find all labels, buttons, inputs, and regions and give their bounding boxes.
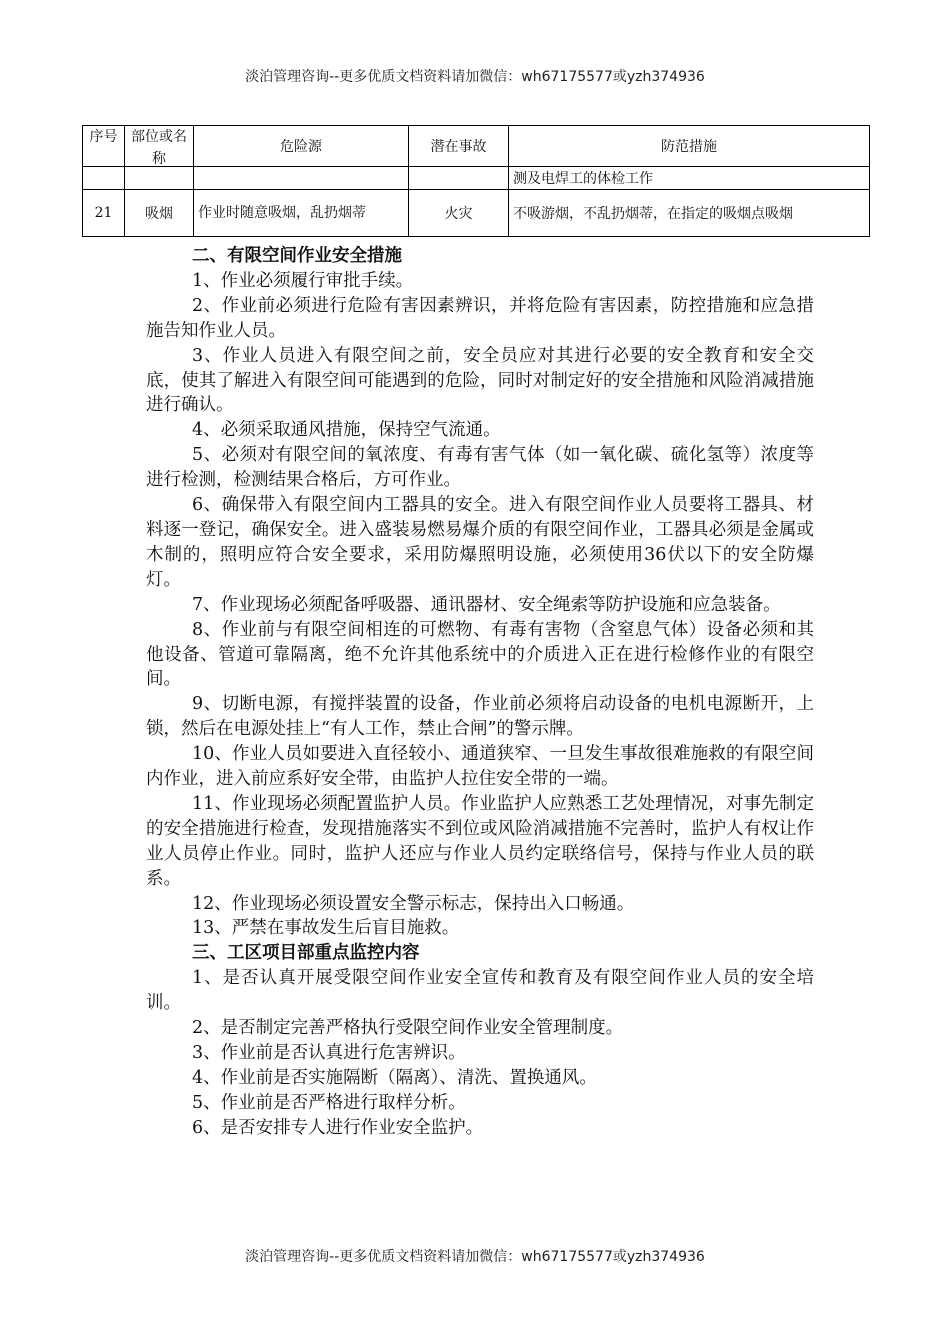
page-header-note: 淡泊管理咨询--更多优质文档资料请加微信：wh67175577或yzh374936: [245, 69, 705, 85]
section-2-item-6: 6、确保带入有限空间内工器具的安全。进入有限空间作业人员要将工器具、材料逐一登记，确保安全。进入盛装易燃易爆介质的有限空间作业，工器具必须是金属或木制的，照明应符合安全要求，采用防爆照明设施，必须使用36伏以下的安全防爆灯。: [146, 495, 814, 590]
cell-measures: 不吸游烟，不乱扔烟蒂，在指定的吸烟点吸烟: [509, 190, 870, 237]
cell-measures: 测及电焊工的体检工作: [509, 167, 870, 190]
table-row: [83, 190, 870, 237]
section-2-item-10: 10、作业人员如要进入直径较小、通道狭窄、一旦发生事故很难施救的有限空间内作业，进入前应系好安全带，由监护人拉住安全带的一端。: [146, 744, 814, 790]
section-2-item-13: 13、严禁在事故发生后盲目施救。: [192, 918, 460, 939]
cell-no: 21: [83, 190, 125, 237]
header-part: 部位或名称: [125, 126, 194, 167]
section-2-item-12: 12、作业现场必须设置安全警示标志，保持出入口畅通。: [192, 893, 635, 914]
section-3-title: 三、工区项目部重点监控内容: [192, 943, 420, 964]
section-2-item-9: 9、切断电源，有搅拌装置的设备，作业前必须将启动设备的电机电源断开，上锁，然后在电源处挂上“有人工作，禁止合闸”的警示牌。: [146, 694, 814, 740]
table-row: [83, 167, 870, 190]
section-2-item-1: 1、作业必须履行审批手续。: [192, 270, 414, 291]
page-footer-note: 淡泊管理咨询--更多优质文档资料请加微信：wh67175577或yzh374936: [245, 1249, 705, 1265]
section-2-item-4: 4、必须采取通风措施，保持空气流通。: [192, 420, 501, 441]
cell-accident: 火灾: [409, 190, 509, 237]
section-3-item-5: 5、作业前是否严格进行取样分析。: [192, 1092, 466, 1113]
section-3-item-1: 1、是否认真开展受限空间作业安全宣传和教育及有限空间作业人员的安全培训。: [146, 968, 814, 1014]
header-no: 序号: [83, 126, 125, 167]
cell-accident: [409, 167, 509, 190]
header-hazard: 危险源: [194, 126, 409, 167]
section-2-item-5: 5、必须对有限空间的氧浓度、有毒有害气体（如一氧化碳、硫化氢等）浓度等进行检测，检测结果合格后，方可作业。: [146, 445, 814, 491]
cell-part: [125, 167, 194, 190]
section-3-item-2: 2、是否制定完善严格执行受限空间作业安全管理制度。: [192, 1018, 624, 1039]
section-2-title: 二、有限空间作业安全措施: [192, 246, 402, 266]
section-2-item-11: 11、作业现场必须配置监护人员。作业监护人应熟悉工艺处理情况，对事先制定的安全措施进行检查，发现措施落实不到位或风险消减措施不完善时，监护人有权让作业人员停止作业。同时，监护人还应与作业人员约定联络信号，保持与作业人员的联系。: [146, 793, 814, 889]
hazard-table: [82, 125, 870, 237]
header-accident: 潜在事故: [409, 126, 509, 167]
document-body: [146, 244, 814, 1141]
cell-part: 吸烟: [125, 190, 194, 237]
section-2-item-7: 7、作业现场必须配备呼吸器、通讯器材、安全绳索等防护设施和应急装备。: [192, 594, 781, 615]
cell-hazard: [194, 167, 409, 190]
header-measures: 防范措施: [509, 126, 870, 167]
section-3-item-3: 3、作业前是否认真进行危害辨识。: [192, 1043, 466, 1063]
section-2-item-8: 8、作业前与有限空间相连的可燃物、有毒有害物（含窒息气体）设备必须和其他设备、管道可靠隔离，绝不允许其他系统中的介质进入正在进行检修作业的有限空间。: [146, 619, 814, 690]
section-3-item-6: 6、是否安排专人进行作业安全监护。: [192, 1117, 484, 1138]
cell-hazard: 作业时随意吸烟，乱扔烟蒂: [194, 190, 409, 237]
section-3-item-4: 4、作业前是否实施隔断（隔离）、清洗、置换通风。: [192, 1067, 597, 1088]
table-header-row: [83, 126, 870, 167]
section-2-item-2: 2、作业前必须进行危险有害因素辨识，并将危险有害因素，防控措施和应急措施告知作业人员。: [146, 295, 814, 341]
section-2-item-3: 3、作业人员进入有限空间之前，安全员应对其进行必要的安全教育和安全交底，使其了解进入有限空间可能遇到的危险，同时对制定好的安全措施和风险消减措施进行确认。: [146, 345, 814, 416]
cell-no: [83, 167, 125, 190]
